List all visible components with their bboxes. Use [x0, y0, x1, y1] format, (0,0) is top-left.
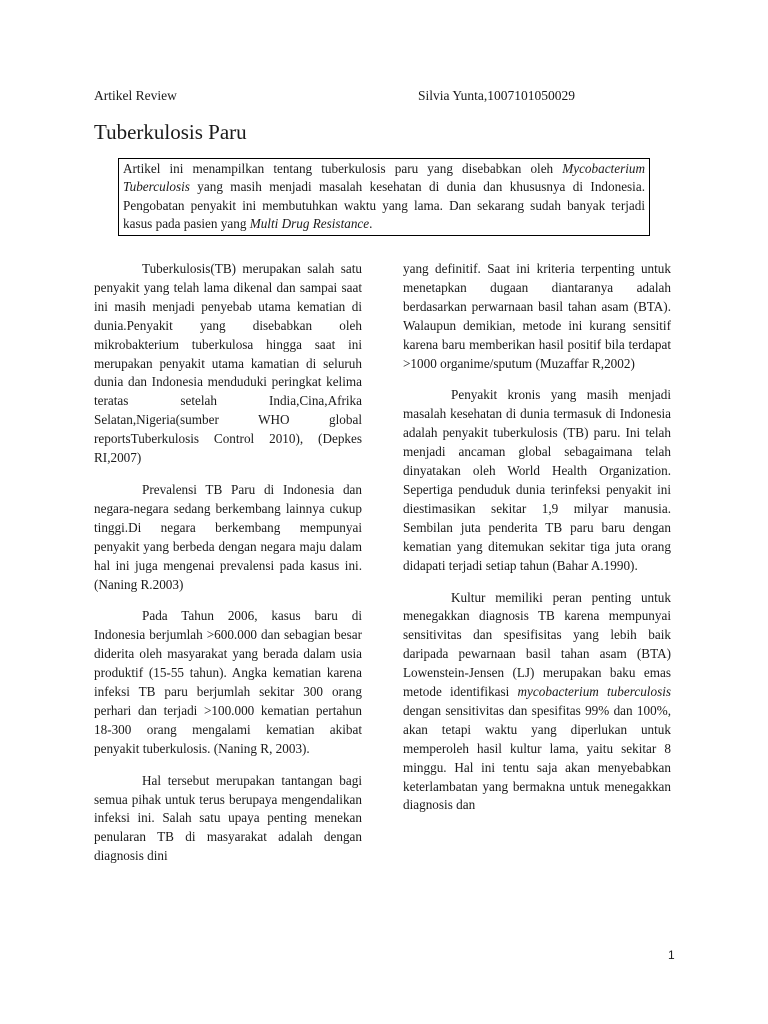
paragraph: Hal tersebut merupakan tantangan bagi semua pihak untuk terus berupaya mengendalikan infeksi ini. Salah satu upaya penting menekan penularan TB di masyarakat adalah dengan diagnosis dini [94, 772, 362, 864]
paragraph: Penyakit kronis yang masih menjadi masalah kesehatan di dunia termasuk di Indonesia adalah penyakit tuberkulosis (TB) paru. Ini telah menjadi ancaman global sebagaimana telah dinyatakan oleh World Health Organization. Sepertiga penduduk dunia terinfeksi penyakit ini diestimasikan sekitar 1,9 milyar manusia. Sembilan juta penderita TB paru baru dengan kematian yang ditemukan sekitar tiga juta orang didapati terjadi setiap tahun (Bahar A.1990). [403, 387, 671, 573]
paragraph: Tuberkulosis(TB) merupakan salah satu penyakit yang telah lama dikenal dan sampai saat ini masih menjadi penyebab utama kematian di dunia.Penyakit yang disebabkan oleh mikrobakterium tuberkulosa hingga saat ini merupakan penyakit utama kamatian di seluruh dunia dan Indonesia menduduki peringkat kelima teratas setelah India,Cina,Afrika Selatan,Nigeria(sumber WHO global reportsTuberkulosis Control 2010), (Depkes RI,2007) [94, 261, 362, 466]
right-column [403, 260, 671, 828]
paragraph [403, 589, 671, 816]
paragraph: Pada Tahun 2006, kasus baru di Indonesia berjumlah >600.000 dan sebagian besar diderita oleh masyarakat yang berada dalam usia produktif (15-55 tahun). Angka kematian karena infeksi TB paru berjumlah sekitar 300 orang perhari dan terjadi >100.000 kematian pertahun 18-300 orang mengalami kematian akibat penyakit tuberkulosis. (Naning R, 2003). [94, 608, 362, 756]
abstract-italic-1: Mycobacterium Tuberculosis [123, 161, 645, 195]
abstract-text-2: yang masih menjadi masalah kesehatan di dunia dan khususnya di Indonesia. Pengobatan penyakit ini membutuhkan waktu yang lama. Dan sekarang sudah banyak terjadi kasus pada pasien yang [123, 179, 645, 232]
paragraph-text: Kultur memiliki peran penting untuk menegakkan diagnosis TB karena mempunyai sensitivitas dan spesifisitas yang lebih baik daripada pewarnaan basil tahan asam (BTA) Lowenstein-Jensen (LJ) merupakan baku emas metode identifikasi [403, 589, 671, 700]
abstract-italic-2: Multi Drug Resistance [249, 216, 370, 232]
abstract-box [118, 158, 650, 236]
author-label: Silvia Yunta,1007101050029 [418, 88, 575, 103]
paragraph-text: dengan sensitivitas dan spesifitas 99% dan 100%, akan tetapi waktu yang diperlukan untuk memperoleh hasil kultur lama, yaitu sekitar 8 minggu. Hal ini tentu saja akan menyebabkan keterlambatan yang bermakna untuk menegakkan diagnosis dan [403, 702, 671, 813]
abstract-text-1: Artikel ini menampilkan tentang tuberkulosis paru yang disebabkan oleh [123, 161, 563, 176]
paragraph: Prevalensi TB Paru di Indonesia dan negara-negara sedang berkembang lainnya cukup tinggi.Di negara berkembang mempunyai penyakit yang berbeda dengan negara maju dalam hal ini juga mengenai prevalensi pada kasus ini.(Naning R.2003) [94, 481, 362, 592]
page-number: 1 [668, 948, 675, 962]
paragraph: yang definitif. Saat ini kriteria terpenting untuk menetapkan dugaan diantaranya adalah berdasarkan perwarnaan basil tahan asam (BTA). Walaupun demikian, metode ini kurang sensitif karena baru memberikan hasil positif bila terdapat >1000 organime/sputum (Muzaffar R,2002) [403, 261, 671, 371]
article-type-label: Artikel Review [94, 88, 177, 103]
paragraph-italic: mycobacterium tuberculosis [517, 684, 671, 700]
abstract-text-3: . [369, 216, 373, 232]
left-column [94, 260, 362, 879]
article-title: Tuberkulosis Paru [94, 120, 247, 144]
